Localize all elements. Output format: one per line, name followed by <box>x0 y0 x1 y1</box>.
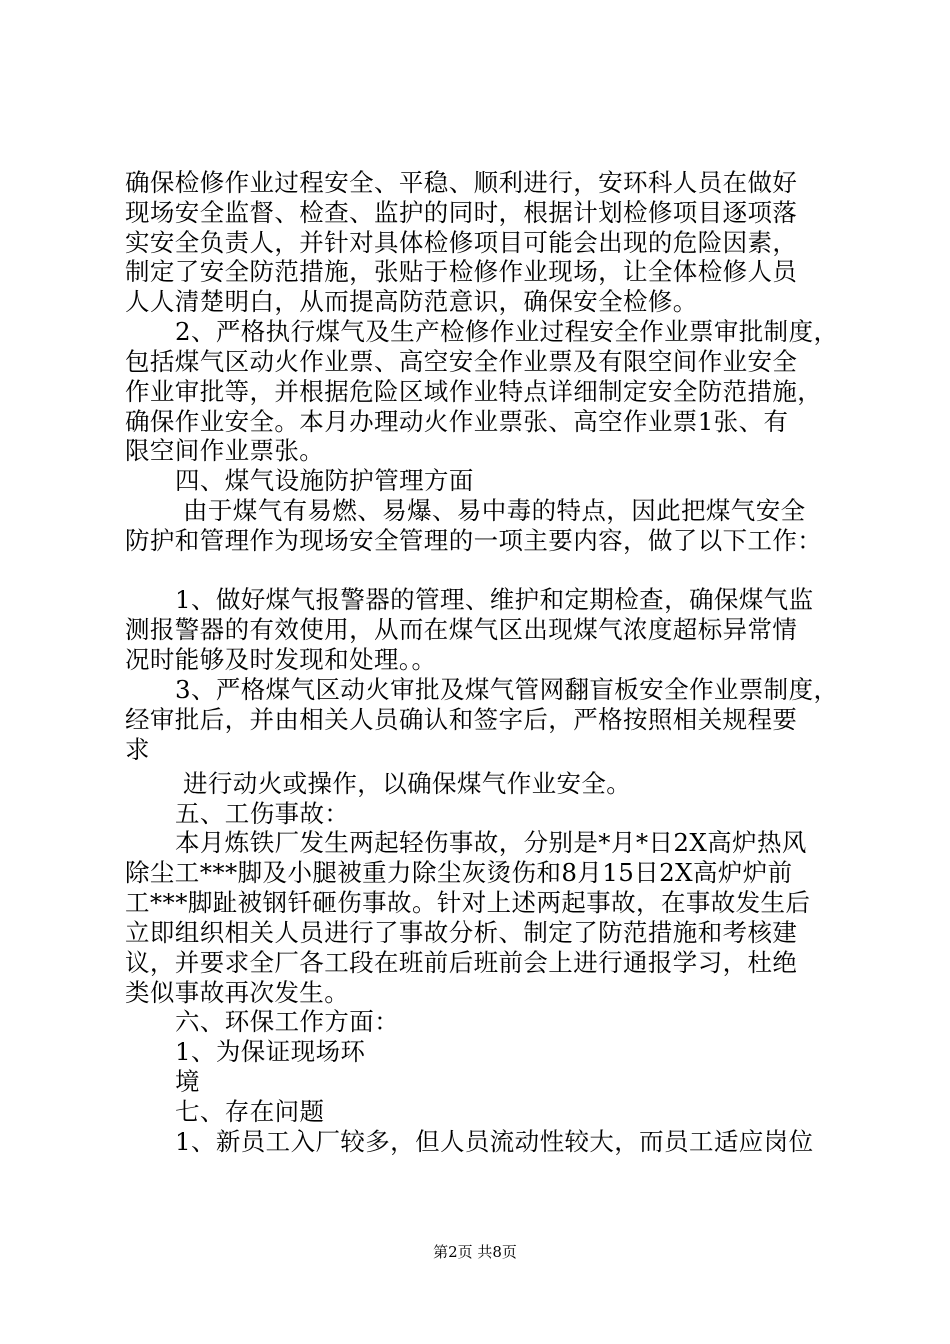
text-line: 1、新员工入厂较多，但人员流动性较大，而员工适应岗位 <box>175 1127 814 1156</box>
text-line: 包括煤气区动火作业票、高空安全作业票及有限空间作业安全 <box>125 347 798 376</box>
section-heading: 五、工伤事故： <box>175 799 350 828</box>
section-heading: 七、存在问题 <box>175 1097 325 1126</box>
text-line: 由于煤气有易燃、易爆、易中毒的特点，因此把煤气安全 <box>183 496 806 525</box>
text-line: 确保检修作业过程安全、平稳、顺利进行，安环科人员在做好 <box>125 168 798 197</box>
section-heading: 四、煤气设施防护管理方面 <box>175 466 474 495</box>
text-line: 求 <box>125 735 150 764</box>
text-line: 况时能够及时发现和处理。。 <box>125 645 437 674</box>
text-line: 1、做好煤气报警器的管理、维护和定期检查，确保煤气监 <box>175 585 814 614</box>
text-line: 除尘工***脚及小腿被重力除尘灰烫伤和8月15日2X高炉炉前 <box>125 858 793 887</box>
text-line: 立即组织相关人员进行了事故分析、制定了防范措施和考核建 <box>125 918 798 947</box>
text-line: 类似事故再次发生。 <box>125 978 350 1007</box>
text-line: 制定了安全防范措施，张贴于检修作业现场，让全体检修人员 <box>125 257 798 286</box>
text-line: 1、为保证现场环 <box>175 1037 366 1066</box>
section-heading: 六、环保工作方面： <box>175 1007 400 1036</box>
text-line: 工***脚趾被钢钎砸伤事故。针对上述两起事故，在事故发生后 <box>125 888 811 917</box>
text-line: 3、严格煤气区动火审批及煤气管网翻盲板安全作业票制度， <box>175 675 839 704</box>
text-line: 现场安全监督、检查、监护的同时，根据计划检修项目逐项落 <box>125 198 798 227</box>
text-line: 作业审批等，并根据危险区域作业特点详细制定安全防范措施， <box>125 377 823 406</box>
text-line: 议，并要求全厂各工段在班前后班前会上进行通报学习，杜绝 <box>125 948 798 977</box>
text-line: 经审批后，并由相关人员确认和签字后，严格按照相关规程要 <box>125 705 798 734</box>
text-line: 实安全负责人，并针对具体检修项目可能会出现的危险因素， <box>125 228 798 257</box>
text-line: 测报警器的有效使用，从而在煤气区出现煤气浓度超标异常情 <box>125 615 798 644</box>
text-line: 人人清楚明白，从而提高防范意识，确保安全检修。 <box>125 287 698 316</box>
text-line: 境 <box>175 1067 200 1096</box>
text-line: 确保作业安全。本月办理动火作业票张、高空作业票1张、有 <box>125 407 789 436</box>
text-line: 防护和管理作为现场安全管理的一项主要内容，做了以下工作： <box>125 526 823 555</box>
text-line: 限空间作业票张。 <box>125 436 325 465</box>
page-footer: 第2页 共8页 <box>433 1243 517 1261</box>
text-line: 进行动火或操作，以确保煤气作业安全。 <box>183 769 632 798</box>
text-line: 本月炼铁厂发生两起轻伤事故，分别是*月*日2X高炉热风 <box>175 828 807 857</box>
text-line: 2、严格执行煤气及生产检修作业过程安全作业票审批制度， <box>175 317 839 346</box>
